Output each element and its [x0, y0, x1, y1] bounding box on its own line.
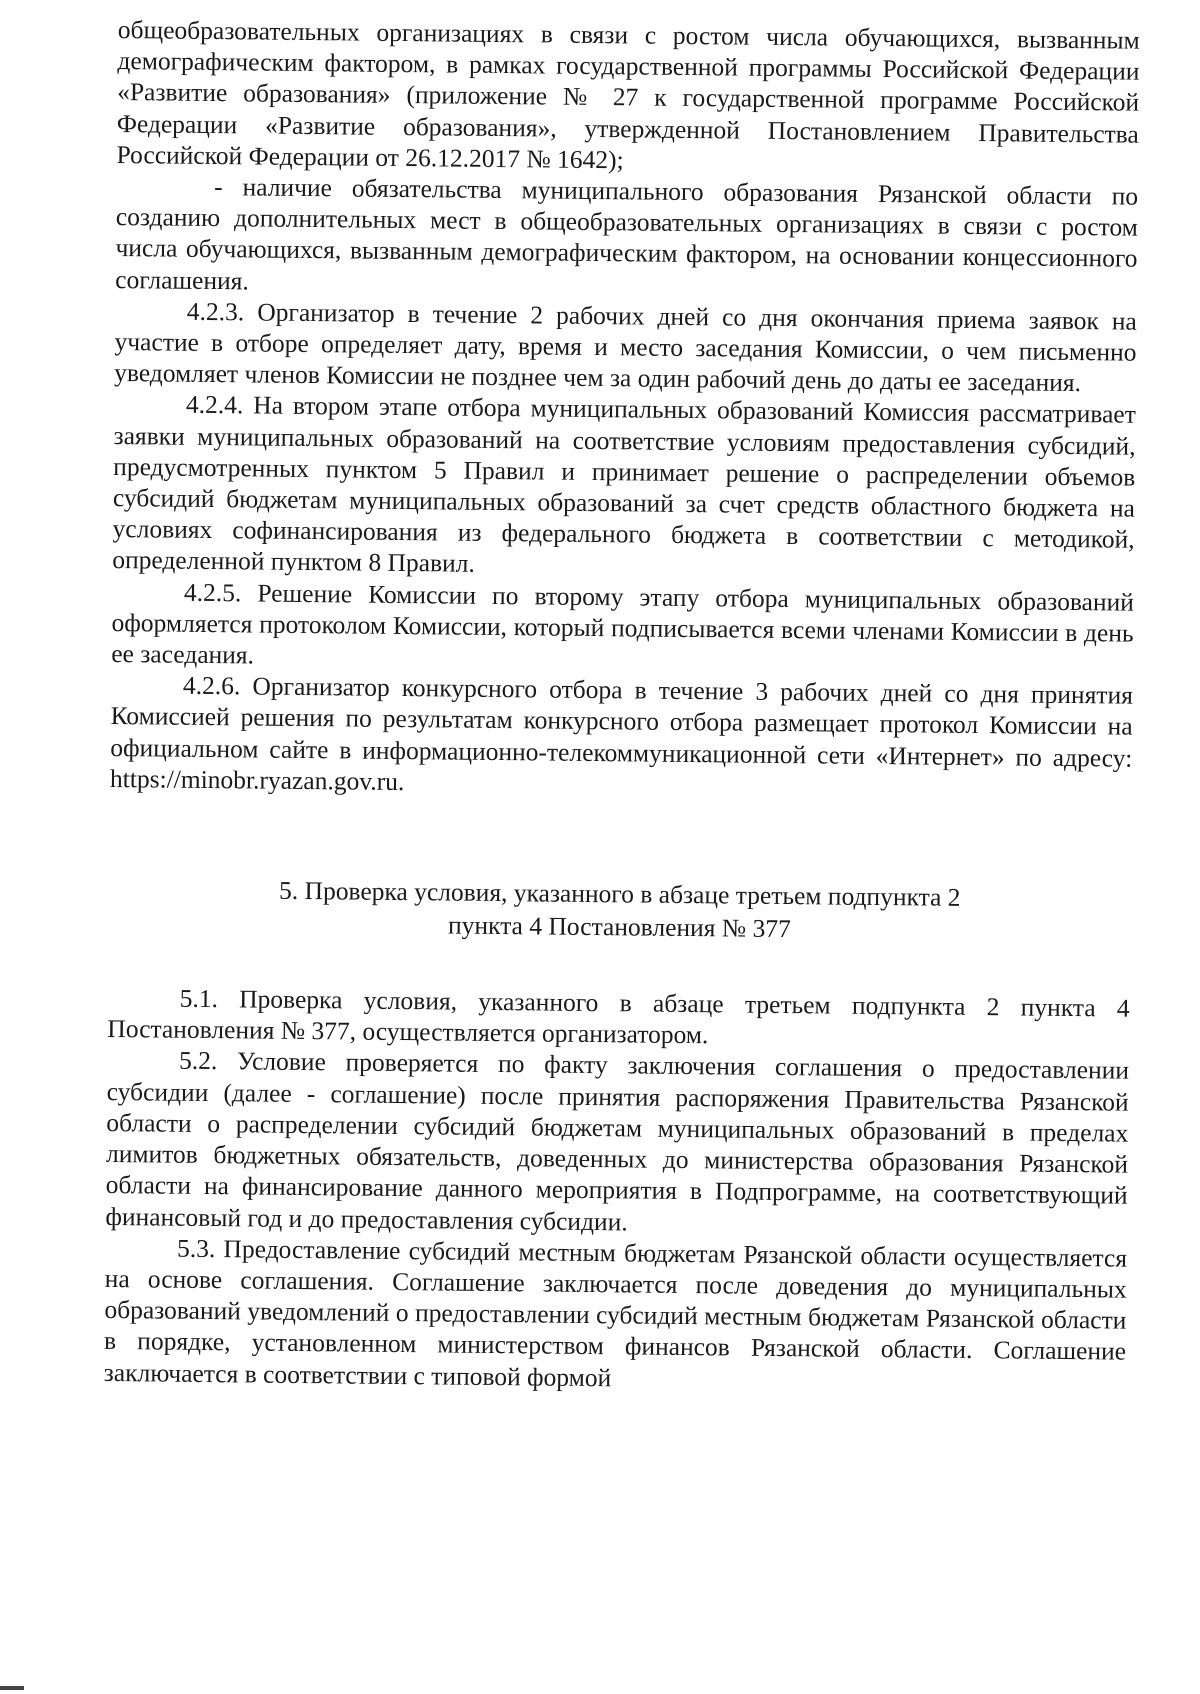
scan-edge-mark	[0, 1686, 24, 1690]
paragraph-4-2-5: 4.2.5. Решение Комиссии по второму этапу отбора муниципальных образований оформляется протоколом Комиссии, который подписывается всеми членами Комиссии в день ее заседания.	[111, 577, 1135, 670]
section-heading-line-2: пункта 4 Постановления № 377	[447, 910, 791, 944]
section-spacer	[109, 794, 1132, 883]
paragraph-5-3: 5.3. Предоставление субсидий местным бюджетам Рязанской области осуществляется на основе соглашения. Соглашение заключается после доведения до муниципальных образований уведомлений о предоставлении субсидий местным бюджетам Рязанской области в порядке, установленном министерством финансов Рязанской области. Соглашение заключается в соответствии с типовой формой	[103, 1233, 1128, 1392]
paragraph-5-2: 5.2. Условие проверяется по факту заключения соглашения о предоставлении субсидии (далее - соглашение) после принятия распоряжения Правительства Рязанской области о распределении субсидий бюджетам муниципальных образований в пределах лимитов бюджетных обязательств, доведенных до министерства образования Рязанской области на финансирование данного мероприятия в Подпрограмме, на соответствующий финансовый год и до предоставления субсидии.	[105, 1046, 1130, 1236]
paragraph-5-1: 5.1. Проверка условия, указанного в абзаце третьем подпункта 2 пункта 4 Постановления № 377, осуществляется организатором.	[107, 983, 1130, 1050]
paragraph-continuation: общеобразовательных организациях в связи с ростом числа обучающихся, вызванным демографическим фактором, в рамках государственной программы Российской Федерации «Развитие образования» (приложение № 27 к государственной программе Российской Федерации «Развитие образования», утвержденной Постановлением Правительства Российской Федерации от 26.12.2017 № 1642);	[116, 14, 1140, 175]
paragraph-4-2-4: 4.2.4. На втором этапе отбора муниципальных образований Комиссия рассматривает заявки муниципальных образований на соответствие условиям предоставления субсидий, предусмотренных пунктом 5 Правил и принимает решение о распределении объемов субсидий бюджетам муниципальных образований за счет средств областного бюджета на условиях софинансирования из федерального бюджета в соответствии с методикой, определенной пунктом 8 Правил.	[112, 390, 1137, 579]
document-page	[104, 14, 1140, 1398]
paragraph-4-2-6: 4.2.6. Организатор конкурсного отбора в течение 3 рабочих дней со дня принятия Комиссией решения по результатам конкурсного отбора размещает протокол Комиссии на официальном сайте в информационно-телекоммуникационной сети «Интернет» по адресу: https://minobr.ryazan.gov.ru.	[109, 670, 1134, 796]
section-heading	[108, 872, 1131, 949]
section-heading-line-1: 5. Проверка условия, указанного в абзаце третьем подпункта 2	[278, 875, 961, 912]
paragraph-bullet-concession: - наличие обязательства муниципального образования Рязанской области по созданию дополнительных мест в общеобразовательных организациях в связи с ростом числа обучающихся, вызванным демографическим фактором, на основании концессионного соглашения.	[115, 172, 1139, 296]
paragraph-4-2-3: 4.2.3. Организатор в течение 2 рабочих дней со дня окончания приема заявок на участие в отборе определяет дату, время и место заседания Комиссии, о чем письменно уведомляет членов Комиссии не позднее чем за один рабочий день до даты ее заседания.	[114, 296, 1137, 398]
